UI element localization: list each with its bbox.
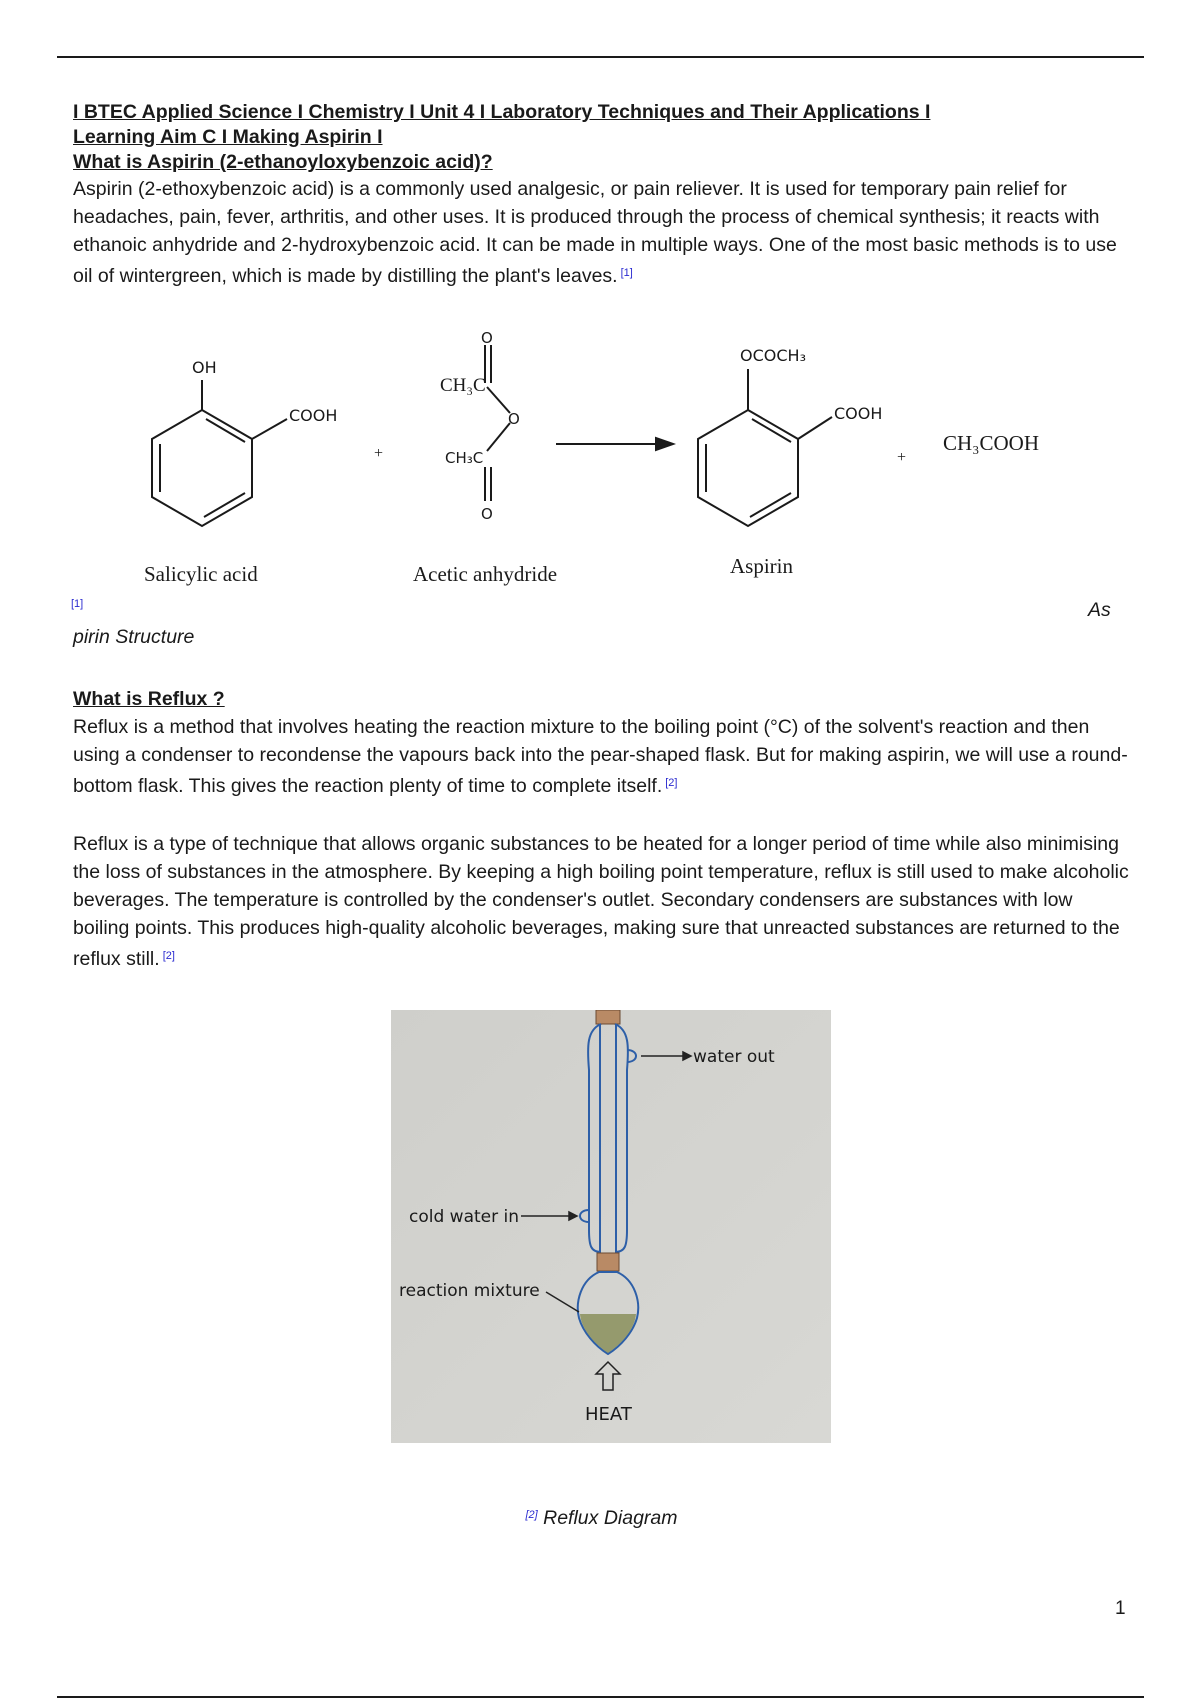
top-rule bbox=[57, 56, 1144, 58]
acetic-anhydride-structure bbox=[485, 345, 510, 501]
plus-sign-2: + bbox=[897, 449, 907, 466]
page-number: 1 bbox=[1115, 1598, 1126, 1619]
reflux-para1-text: Reflux is a method that involves heating the reaction mixture to the boiling point (°C) of the solvent's reaction and then using a condenser to recondense the vapours back into the pear-shaped flask. But for making aspirin, we will use a round-bottom flask. This gives the reaction plenty of time to complete itself. bbox=[73, 716, 1128, 797]
water-out-label: water out bbox=[693, 1047, 775, 1067]
salicylic-acid-structure bbox=[152, 380, 287, 526]
intro-text: Aspirin (2-ethoxybenzoic acid) is a commonly used analgesic, or pain reliever. It is used for temporary pain relief for headaches, pain, fever, arthritis, and other uses. It is produced through the process of chemical synthesis; it reacts with ethanoic anhydride and 2-hydroxybenzoic acid. It can be made in multiple ways. One of the most basic methods is to use oil of wintergreen, which is made by distilling the plant's leaves. bbox=[73, 178, 1117, 287]
reflux-figure-caption bbox=[0, 1507, 1200, 1530]
anhydride-ch3c-bottom: CH₃C bbox=[445, 449, 484, 467]
figure-caption-text: Reflux Diagram bbox=[543, 1507, 678, 1529]
bottom-rule bbox=[57, 1696, 1144, 1698]
spacer bbox=[73, 800, 1133, 830]
cold-water-in-label: cold water in bbox=[409, 1207, 520, 1227]
plus-sign-1: + bbox=[374, 445, 384, 462]
intro-paragraph bbox=[73, 175, 1133, 290]
page-title-line2: Learning Aim C I Making Aspirin I bbox=[73, 126, 383, 148]
aspirin-structure bbox=[698, 369, 832, 526]
reflux-paragraph-1 bbox=[73, 713, 1133, 800]
acetic-acid-byproduct: CH₃COOH bbox=[943, 431, 1039, 455]
anhydride-o-bottom: O bbox=[481, 505, 493, 523]
aspirin-ococh3: OCOCH₃ bbox=[740, 346, 806, 365]
structure-caption-left: pirin Structure bbox=[73, 626, 195, 648]
reflux-apparatus-photo bbox=[391, 1010, 831, 1443]
reflux-para2-ref-link[interactable]: [2] bbox=[162, 950, 175, 962]
anhydride-o-top: O bbox=[481, 329, 493, 347]
reflux-para2-text: Reflux is a type of technique that allows organic substances to be heated for a longer period of time while also minimising the loss of substances in the atmosphere. By keeping a high boiling point temperature, reflux is still used to make alcoholic beverages. The temperature is controlled by the condenser's outlet. Secondary condensers are substances with low boiling points. This produces high-quality alcoholic beverages, making sure that unreacted substances are returned to the reflux still. bbox=[73, 833, 1129, 970]
anhydride-label: Acetic anhydride bbox=[413, 562, 558, 586]
structure-ref-link[interactable]: [1] bbox=[71, 598, 84, 610]
reflux-section bbox=[73, 685, 1133, 973]
aspirin-heading: What is Aspirin (2-ethanoyloxybenzoic acid)? bbox=[73, 151, 493, 173]
salicylic-oh: OH bbox=[192, 358, 217, 377]
reflux-paragraph-2 bbox=[73, 830, 1133, 973]
salicylic-cooh: COOH bbox=[289, 406, 338, 425]
intro-ref-link[interactable]: [1] bbox=[620, 267, 633, 279]
anhydride-o-mid: O bbox=[508, 410, 520, 428]
reaction-mixture-label: reaction mixture bbox=[399, 1281, 540, 1301]
figure-ref-link[interactable]: [2] bbox=[525, 1509, 538, 1521]
aspirin-cooh: COOH bbox=[834, 404, 883, 423]
reflux-para1-ref-link[interactable]: [2] bbox=[665, 777, 678, 789]
anhydride-ch3c-top: CH₃C bbox=[440, 375, 486, 396]
structure-caption-right: As bbox=[1088, 599, 1111, 621]
heat-label: HEAT bbox=[585, 1404, 632, 1425]
reflux-heading: What is Reflux ? bbox=[73, 688, 225, 710]
aspirin-label: Aspirin bbox=[730, 554, 793, 578]
reaction-arrow bbox=[556, 438, 673, 450]
flask-joint bbox=[597, 1253, 619, 1271]
page-title-line1: I BTEC Applied Science I Chemistry I Unit 4 I Laboratory Techniques and Their Applications I bbox=[73, 101, 931, 123]
top-joint bbox=[596, 1010, 620, 1024]
intro-section bbox=[73, 100, 1133, 290]
aspirin-reaction-equation bbox=[120, 325, 1080, 600]
salicylic-label: Salicylic acid bbox=[144, 562, 258, 586]
